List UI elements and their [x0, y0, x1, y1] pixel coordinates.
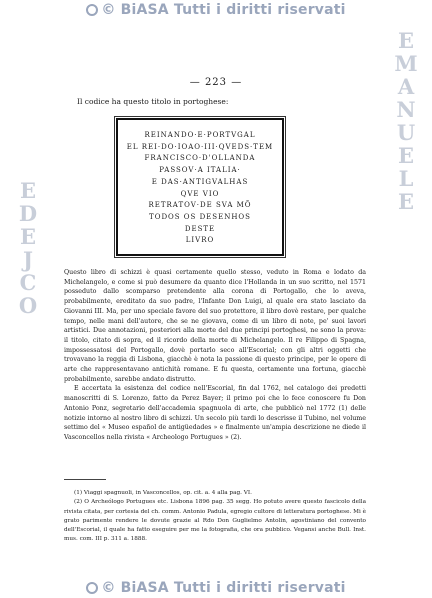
- title-line: E DAS·ANTIGVALHAS: [151, 177, 249, 186]
- copyright-logo-icon: [86, 4, 98, 16]
- intro-line: Il codice ha questo titolo in portoghese:: [77, 97, 229, 106]
- stamp-letter: D: [18, 201, 38, 226]
- title-line: DESTE: [184, 224, 216, 233]
- stamp-letter: N: [396, 97, 416, 122]
- stamp-letter: C: [19, 270, 37, 295]
- title-line: FRANCISCO·D'OLLANDA: [144, 154, 256, 163]
- codex-title-frame: [116, 118, 284, 256]
- watermark-top-text: © BiASA Tutti i diritti riservati: [101, 2, 346, 18]
- title-line: QVE VIO: [180, 189, 220, 198]
- stamp-letter: J: [23, 247, 33, 272]
- stamp-letter: O: [18, 293, 38, 318]
- stamp-letter: E: [397, 143, 414, 168]
- footnotes: [64, 489, 366, 545]
- stamp-letter: L: [398, 166, 414, 191]
- page-number: — 223 —: [189, 77, 243, 88]
- stamp-right: [386, 30, 426, 214]
- footnote: (1) Viaggi spagnuoli, in Vasconcellos, op. cit. a. 4 alla pag. VI.: [74, 490, 252, 496]
- watermark-bottom-text: © BiASA Tutti i diritti riservati: [101, 580, 346, 596]
- title-line: EL REI·DO·IOAO·III·QVEDS·TEM: [126, 142, 274, 151]
- watermark-bottom: [0, 579, 432, 597]
- stamp-letter: A: [397, 74, 415, 99]
- title-line: TODOS OS DESENHOS: [149, 212, 251, 221]
- footnote-divider: [64, 479, 106, 480]
- main-text: [64, 268, 366, 443]
- stamp-letter: M: [394, 51, 418, 76]
- title-line: PASSOV·A ITALIA·: [159, 166, 241, 175]
- stamp-letter: E: [397, 189, 414, 214]
- stamp-letter: U: [396, 120, 416, 145]
- body-paragraph: E accertata la esistenza del codice nell'Escorial, fin dal 1762, nel catalogo dei predetti manoscritti di S. Lorenzo, fatto da Perez Bayer; il primo poi che lo fece conoscere fu Don Antonio Ponz, segretario dell'accademia spagnuola di arte, che pubblicò nel 1772 (1) delle notizie intorno al nostro libro di schizzi. Un secolo più tardi lo descrisse il Tubino, nel volume settimo del « Museo español de antigüedades » e finalmente un'ampia descrizione ne diede il Vasconcellos nella rivista « Archeologo Portugues » (2).: [64, 385, 366, 441]
- watermark-top: [0, 1, 432, 19]
- title-line: RETRATOV·DE SVA MÕ: [148, 201, 252, 210]
- stamp-letter: E: [19, 178, 36, 203]
- footnote: (2) O Archeólogo Portugues etc. Lisbona 1896 pag. 35 segg. Ho potuto avere questo fascicolo della rivista citata, per cortesia del ch. comm. Antonio Padula, egregio cultore di letteratura portoghese. Mi è grato parimente rendere le dovute grazie al Rdo Don Guglielmo Antolin, agostiniano del convento dell'Escorial, il quale ha fatto eseguire per me la fotografia, che ora pubblico. Vegansi anche Bull. Inst. mus. com. III p. 311 a. 1888.: [64, 499, 366, 543]
- title-line: REINANDO·E·PORTVGAL: [144, 131, 256, 139]
- stamp-letter: E: [397, 28, 414, 53]
- title-line: LIVRO: [185, 236, 215, 245]
- copyright-logo-icon: [86, 582, 98, 594]
- stamp-left: [8, 180, 48, 318]
- body-paragraph: Questo libro di schizzi è quasi certamente quello stesso, veduto in Roma e lodato da Michelangelo, e come si può desumere da quanto dice l'Hollanda in un suo scritto, nel 1571 posseduto dallo scomparso pretendente alla corona di Portogallo, che lo aveva, probabilmente, ereditato da suo padre, l'Infante Don Luigi, al quale era stato lasciato da Giovanni III. Ma, per uno speciale favore del suo protettore, il libro dovè restare, per qualche tempo, nelle mani dell'autore, che se ne giovava, come di un libro di note, pe' suoi lavori artistici. Due annotazioni, posteriori alla morte del due principi portoghesi, ne sono la prova: il titolo, citato di sopra, ed il ricordo della morte di Michelangelo. Il re Filippo di Spagna, impossessatosi del Portogallo, dovè portarlo seco all'Escorial; con gli altri oggetti che trovavano la reggia di Lisbona, giacchè è nota la passione di questo principe, per le opere di arte che rappresentavano antichità romane. E fu questa, certamente una fortuna, giacchè probabilmente, sarebbe andato distrutto.: [64, 269, 366, 383]
- stamp-letter: E: [19, 224, 36, 249]
